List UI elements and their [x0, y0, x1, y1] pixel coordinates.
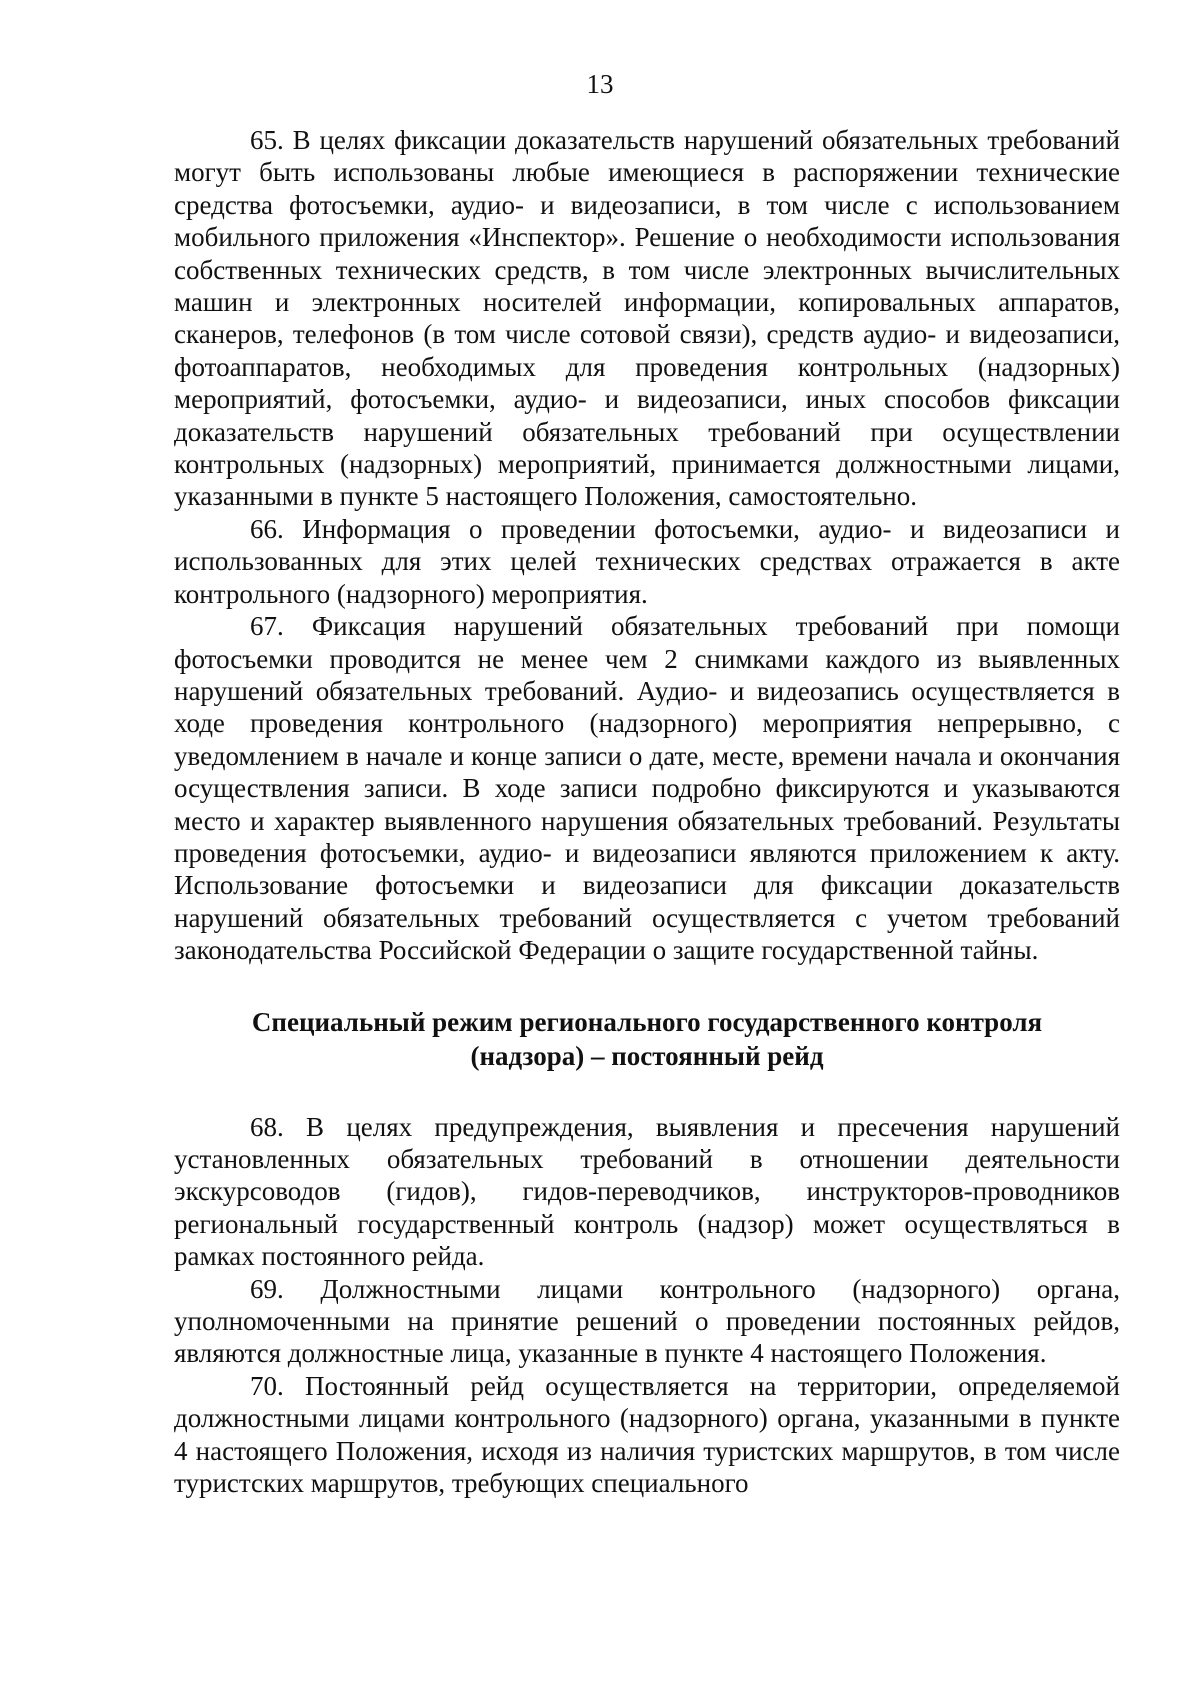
- paragraph-65: 65. В целях фиксации доказательств нарушений обязательных требований могут быть использованы любые имеющиеся в распоряжении технические средства фотосъемки, аудио- и видеозаписи, в том числе с использованием мобильного приложения «Инспектор». Решение о необходимости использования собственных технических средств, в том числе электронных вычислительных машин и электронных носителей информации, копировальных аппаратов, сканеров, телефонов (в том числе сотовой связи), средств аудио- и видеозаписи, фотоаппаратов, необходимых для проведения контрольных (надзорных) мероприятий, фотосъемки, аудио- и видеозаписи, иных способов фиксации доказательств нарушений обязательных требований при осуществлении контрольных (надзорных) мероприятий, принимается должностными лицами, указанными в пункте 5 настоящего Положения, самостоятельно.: [174, 125, 1120, 512]
- section-heading-line-1: Специальный режим регионального государственного контроля: [251, 1006, 1043, 1037]
- paragraph-69: 69. Должностными лицами контрольного (надзорного) органа, уполномоченными на принятие решений о проведении постоянных рейдов, являются должностные лица, указанные в пункте 4 настоящего Положения.: [174, 1273, 1120, 1369]
- paragraph-68: 68. В целях предупреждения, выявления и пресечения нарушений установленных обязательных требований в отношении деятельности экскурсоводов (гидов), гидов-переводчиков, инструкторов-проводников региональный государственный контроль (надзор) может осуществляться в рамках постоянного рейда.: [174, 1111, 1120, 1272]
- paragraph-70: 70. Постоянный рейд осуществляется на территории, определяемой должностными лицами контрольного (надзорного) органа, указанными в пункте 4 настоящего Положения, исходя из наличия туристских маршрутов, в том числе туристских маршрутов, требующих специального: [174, 1370, 1120, 1499]
- section-heading: [174, 1005, 1120, 1073]
- paragraph-67: 67. Фиксация нарушений обязательных требований при помощи фотосъемки проводится не менее чем 2 снимками каждого из выявленных нарушений обязательных требований. Аудио- и видеозапись осуществляется в ходе проведения контрольного (надзорного) мероприятия непрерывно, с уведомлением в начале и конце записи о дате, месте, времени начала и окончания осуществления записи. В ходе записи подробно фиксируются и указываются место и характер выявленного нарушения обязательных требований. Результаты проведения фотосъемки, аудио- и видеозаписи являются приложением к акту. Использование фотосъемки и видеозаписи для фиксации доказательств нарушений обязательных требований осуществляется с учетом требований законодательства Российской Федерации о защите государственной тайны.: [174, 611, 1120, 966]
- document-body: [174, 124, 1120, 1499]
- page-number: 13: [586, 69, 614, 99]
- section-heading-line-2: (надзора) – постоянный рейд: [470, 1040, 824, 1071]
- paragraph-66: 66. Информация о проведении фотосъемки, аудио- и видеозаписи и использованных для этих целей технических средствах отражается в акте контрольного (надзорного) мероприятия.: [174, 513, 1120, 609]
